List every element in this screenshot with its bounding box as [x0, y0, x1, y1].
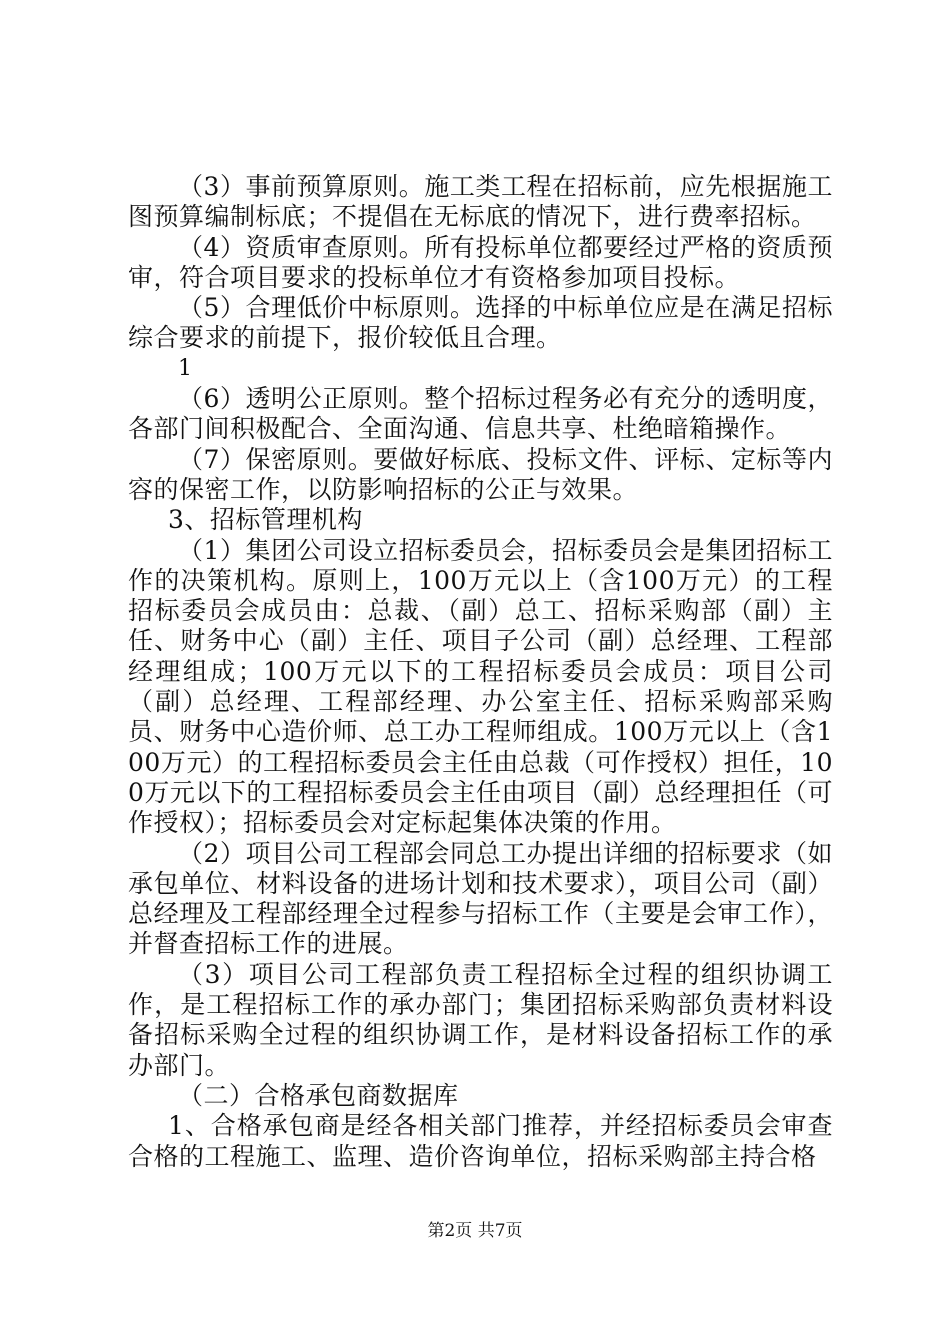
paragraph-principle-4: （4）资质审查原则。所有投标单位都要经过严格的资质预审，符合项目要求的投标单位才有资格参加项目投标。	[128, 232, 833, 292]
paragraph-committee-1: （1）集团公司设立招标委员会，招标委员会是集团招标工作的决策机构。原则上，100万元以上（含100万元）的工程招标委员会成员由：总裁、（副）总工、招标采购部（副）主任、财务中心（副）主任、项目子公司（副）总经理、工程部经理组成；100万元以下的工程招标委员会成员：项目公司（副）总经理、工程部经理、办公室主任、招标采购部采购员、财务中心造价师、总工办工程师组成。100万元以上（含100万元）的工程招标委员会主任由总裁（可作授权）担任，100万元以下的工程招标委员会主任由项目（副）总经理担任（可作授权）；招标委员会对定标起集体决策的作用。	[128, 535, 833, 838]
inline-page-number: 1	[178, 355, 192, 381]
paragraph-principle-6: （6）透明公正原则。整个招标过程务必有充分的透明度，各部门间积极配合、全面沟通、信息共享、杜绝暗箱操作。	[128, 384, 833, 444]
section-heading-contractor-db: （二）合格承包商数据库	[178, 1080, 459, 1110]
paragraph-principle-5: （5）合理低价中标原则。选择的中标单位应是在满足招标综合要求的前提下，报价较低且合理。	[128, 293, 833, 353]
paragraph-principle-7: （7）保密原则。要做好标底、投标文件、评标、定标等内容的保密工作，以防影响招标的公正与效果。	[128, 444, 833, 504]
page-footer: 第2页 共7页	[427, 1221, 523, 1241]
document-body	[128, 172, 833, 1172]
paragraph-principle-3: （3）事前预算原则。施工类工程在招标前，应先根据施工图预算编制标底；不提倡在无标底的情况下，进行费率招标。	[128, 172, 833, 232]
section-heading-management: 3、招标管理机构	[168, 505, 363, 535]
paragraph-committee-2: （2）项目公司工程部会同总工办提出详细的招标要求（如承包单位、材料设备的进场计划和技术要求），项目公司（副）总经理及工程部经理全过程参与招标工作（主要是会审工作），并督查招标工作的进展。	[128, 838, 833, 959]
paragraph-contractor-1: 1、合格承包商是经各相关部门推荐，并经招标委员会审查合格的工程施工、监理、造价咨询单位，招标采购部主持合格	[128, 1111, 833, 1171]
paragraph-committee-3: （3）项目公司工程部负责工程招标全过程的组织协调工作，是工程招标工作的承办部门；集团招标采购部负责材料设备招标采购全过程的组织协调工作，是材料设备招标工作的承办部门。	[128, 959, 833, 1080]
